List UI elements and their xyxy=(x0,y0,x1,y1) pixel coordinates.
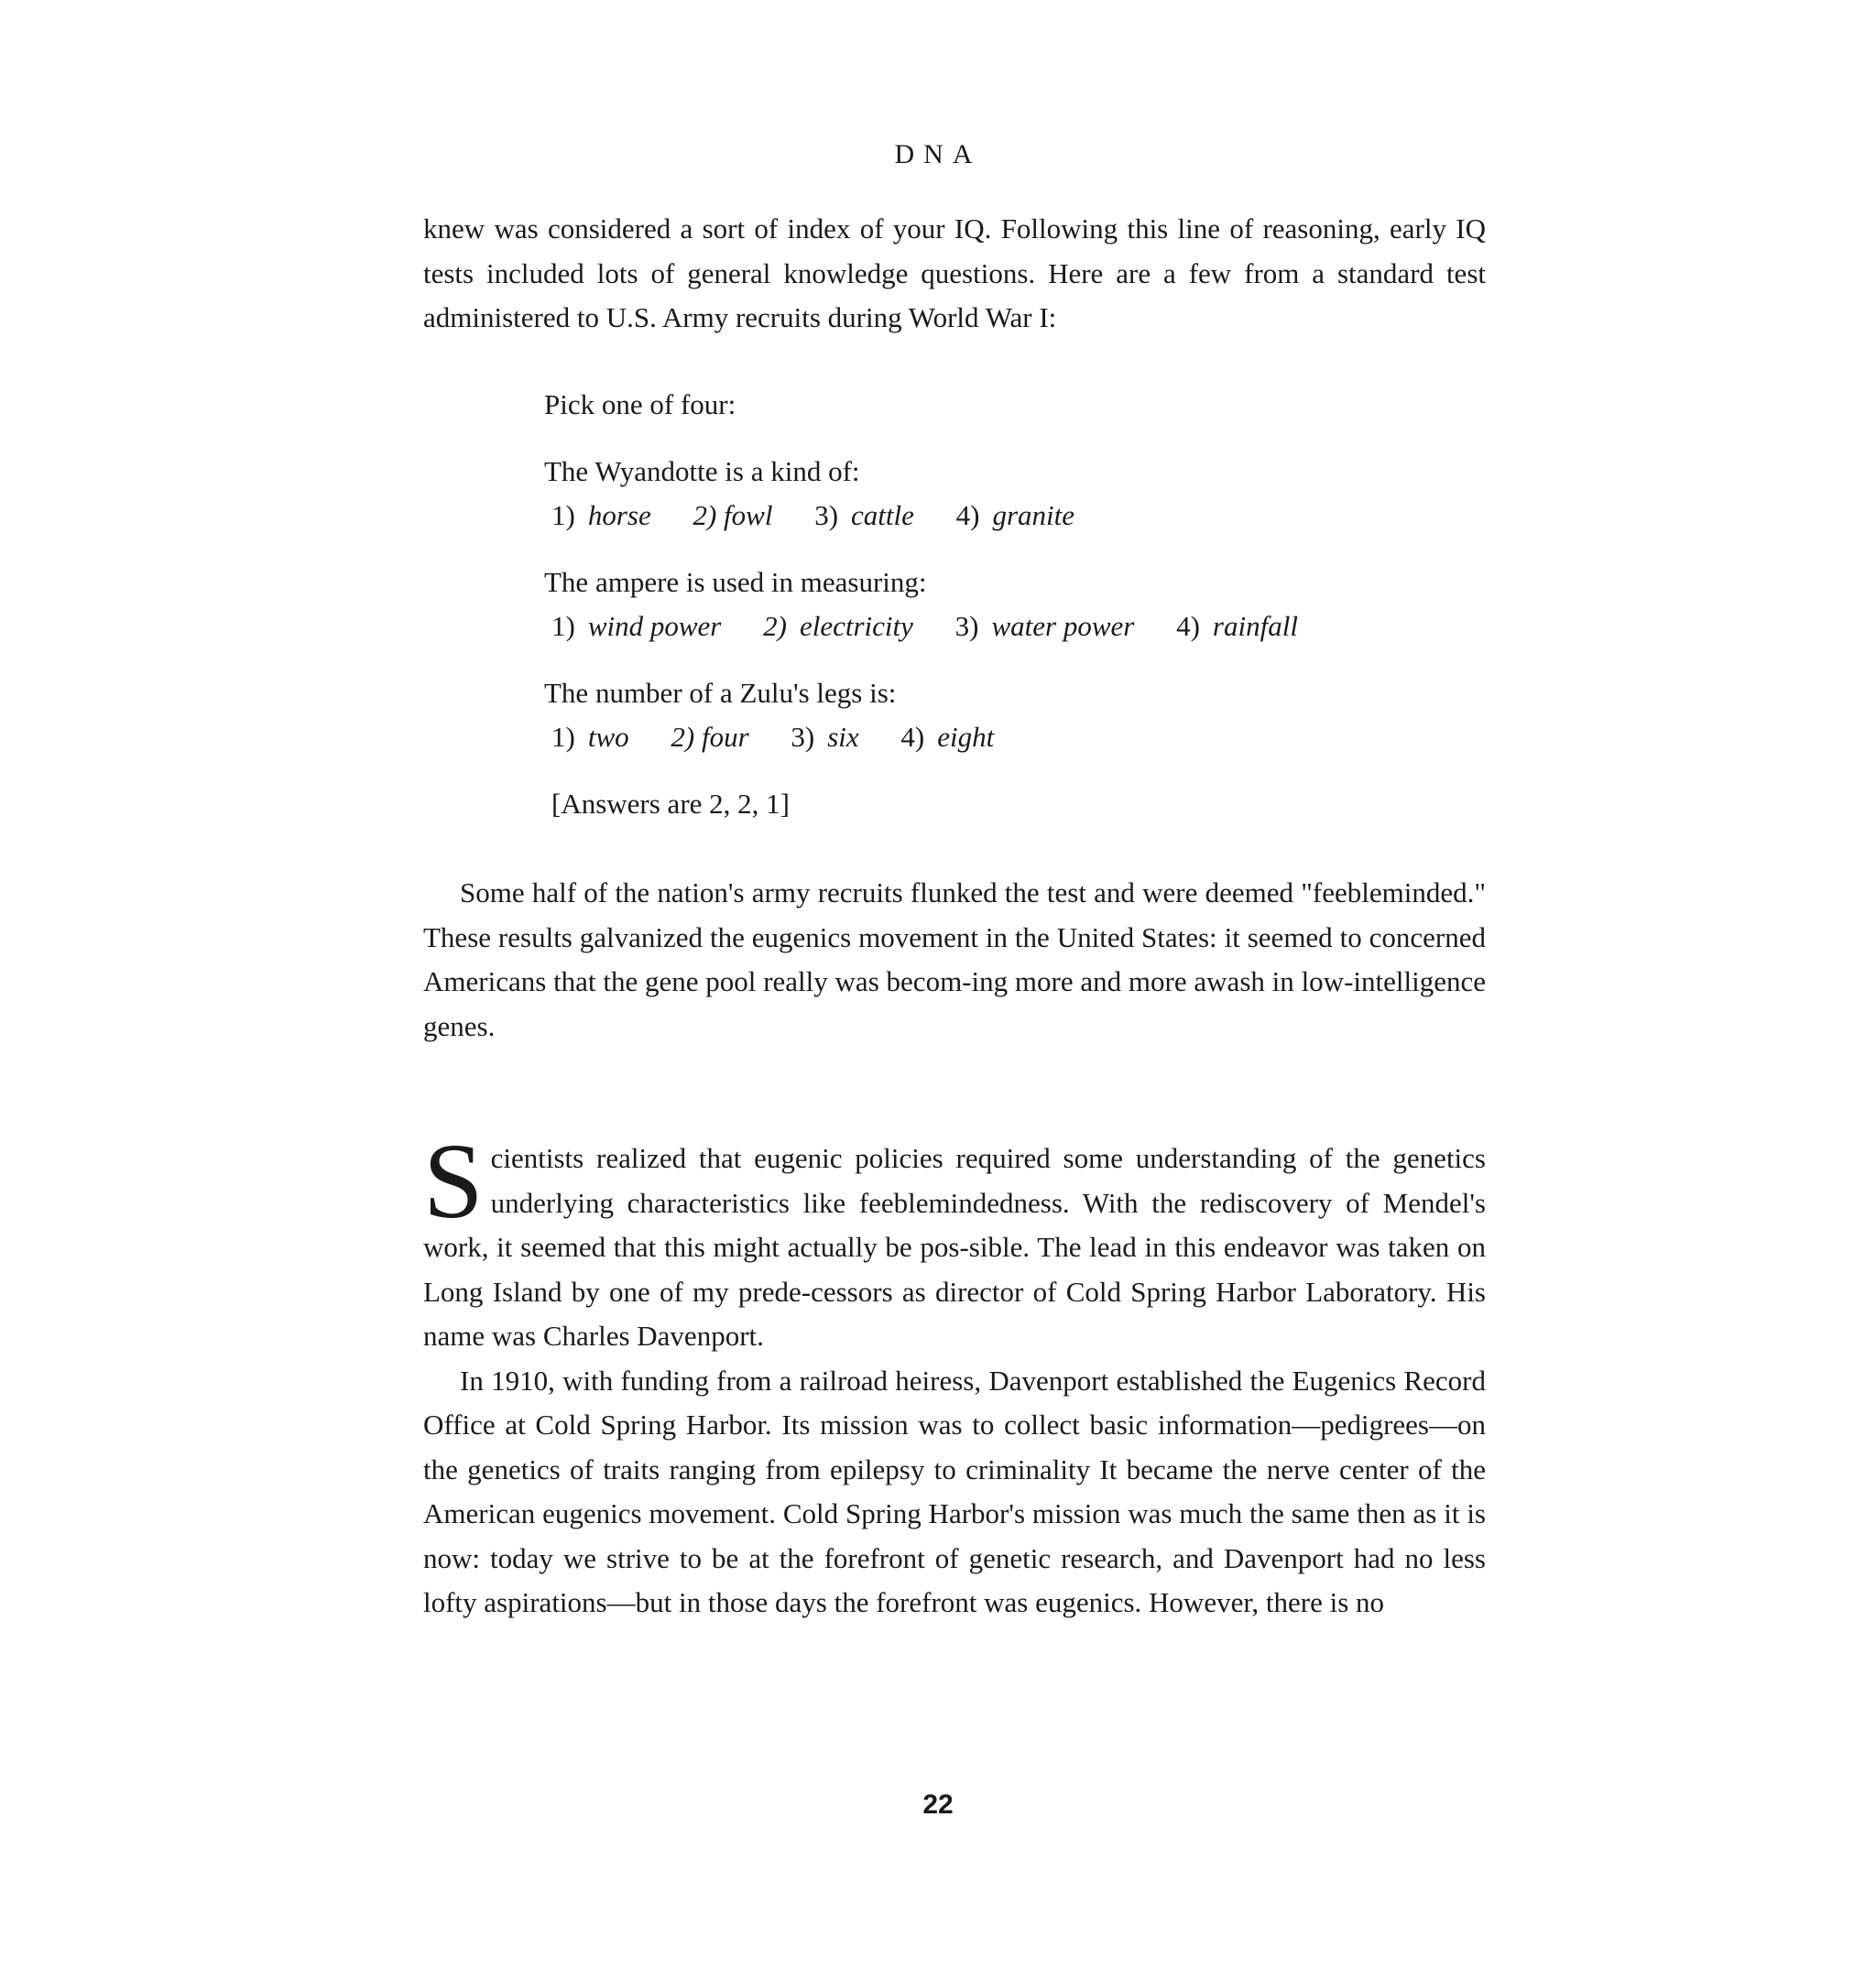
question-prompt: The Wyandotte is a kind of: xyxy=(544,454,860,487)
question-options xyxy=(551,604,1333,649)
option: 1) two xyxy=(551,721,629,753)
paragraph-intro: knew was considered a sort of index of your IQ. Following this line of reasoning, early IQ tests included lots of general knowledge questions. Here are a few from a standard test administered to U.S. Army recruits during World War I: xyxy=(423,212,1486,333)
question-prompt: The ampere is used in measuring: xyxy=(544,565,927,598)
quiz-block xyxy=(544,383,1333,848)
option: 2) electricity xyxy=(763,610,913,642)
page-number: 22 xyxy=(922,1790,954,1820)
paragraph-feebleminded: Some half of the nation's army recruits flunked the test and were deemed "feebleminded." These results galvanized the eugenics movement in the United States: it seemed to concerned Americans that the gene pool really was becom-ing more and more awash in low-intelligence genes. xyxy=(423,876,1486,1042)
option: 1) horse xyxy=(551,499,651,531)
option: 4) rainfall xyxy=(1176,610,1298,642)
quiz-answers: [Answers are 2, 2, 1] xyxy=(551,787,790,820)
option: 4) eight xyxy=(900,721,995,753)
option: 3) cattle xyxy=(814,499,914,531)
question-prompt: The number of a Zulu's legs is: xyxy=(544,676,897,709)
option: 2) four xyxy=(671,721,749,753)
option: 3) six xyxy=(791,721,859,753)
paragraph-scientists-text: cientists realized that eugenic policies required some understanding of the genetics underlying characteristics like feeblemindedness. With the rediscovery of Mendel's work, it seemed that this might actually be pos-sible. The lead in this endeavor was taken on Long Island by one of my prede-cessors as director of Cold Spring Harbor Laboratory. His name was Charles Davenport. xyxy=(423,1142,1486,1352)
question-options xyxy=(551,715,1333,760)
paragraph-scientists xyxy=(423,1121,1486,1359)
running-head: DNA xyxy=(894,139,982,169)
option: 1) wind power xyxy=(551,610,722,642)
question-options xyxy=(551,494,1333,539)
body-column-middle xyxy=(423,871,1486,1049)
drop-cap: S xyxy=(423,1121,484,1241)
quiz-question xyxy=(544,671,1333,760)
paragraph-1910: In 1910, with funding from a railroad heiress, Davenport established the Eugenics Record Office at Cold Spring Harbor. Its mission was to collect basic information—pedigrees—on the genetics of traits ranging from epilepsy to criminality It became the nerve center of the American eugenics movement. Cold Spring Harbor's mission was much the same then as it is now: today we strive to be at the forefront of genetic research, and Davenport had no less lofty aspirations—but in those days the forefront was eugenics. However, there is no xyxy=(423,1364,1486,1618)
quiz-question xyxy=(544,560,1333,649)
quiz-question xyxy=(544,450,1333,539)
quiz-instruction: Pick one of four: xyxy=(544,388,736,420)
body-column-bottom xyxy=(423,1121,1486,1626)
option: 4) granite xyxy=(955,499,1075,531)
option: 2) fowl xyxy=(693,499,773,531)
option: 3) water power xyxy=(954,610,1135,642)
body-column-top xyxy=(423,207,1486,341)
